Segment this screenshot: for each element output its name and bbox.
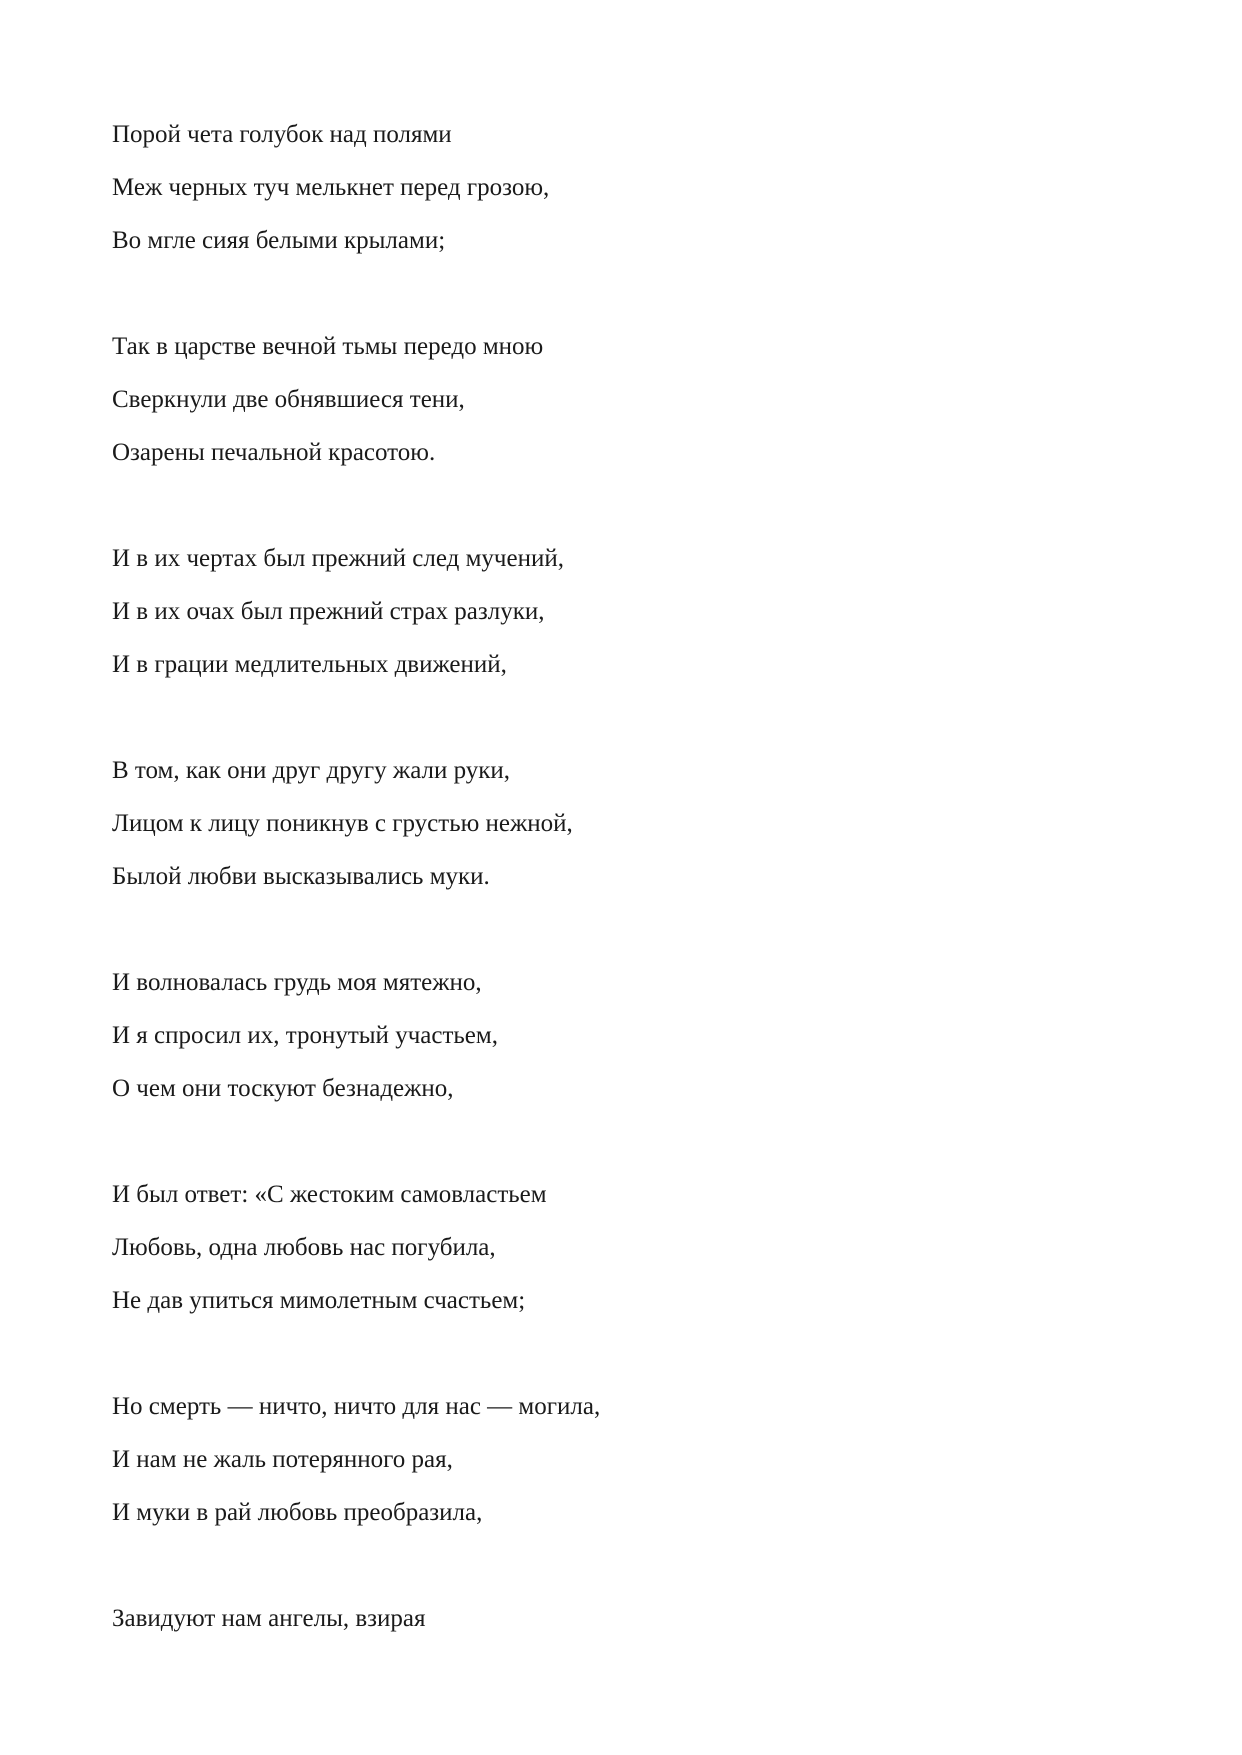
poem-line: Не дав упиться мимолетным счастьем; [112,1287,526,1314]
poem-line: И я спросил их, тронутый участьем, [112,1022,498,1049]
poem-text [112,108,1112,1698]
poem-line: И волновалась грудь моя мятежно, [112,969,482,996]
poem-line: Лицом к лицу поникнув с грустью нежной, [112,810,573,837]
stanza-4 [112,744,1112,903]
poem-line: Сверкнули две обнявшиеся тени, [112,386,465,413]
stanza-3 [112,532,1112,691]
poem-line: Завидуют нам ангелы, взирая [112,1605,426,1632]
poem-line: Любовь, одна любовь нас погубила, [112,1234,496,1261]
poem-line: Озарены печальной красотою. [112,439,436,466]
poem-line: И был ответ: «С жестоким самовластьем [112,1181,547,1208]
stanza-5 [112,956,1112,1115]
poem-line: И нам не жаль потерянного рая, [112,1446,453,1473]
poem-line: В том, как они друг другу жали руки, [112,757,511,784]
stanza-6 [112,1168,1112,1327]
poem-line: И в их очах был прежний страх разлуки, [112,598,545,625]
poem-line: О чем они тоскуют безнадежно, [112,1075,454,1102]
poem-line: Во мгле сияя белыми крылами; [112,227,446,254]
poem-line: И в их чертах был прежний след мучений, [112,545,564,572]
poem-line: И в грации медлительных движений, [112,651,507,678]
poem-line: Так в царстве вечной тьмы передо мною [112,333,544,360]
poem-line: Но смерть — ничто, ничто для нас — могила, [112,1393,601,1420]
stanza-1 [112,108,1112,267]
poem-line: Меж черных туч мелькнет перед грозою, [112,174,550,201]
poem-line: Порой чета голубок над полями [112,121,452,148]
stanza-8 [112,1592,1112,1645]
stanza-7 [112,1380,1112,1539]
poem-line: И муки в рай любовь преобразила, [112,1499,483,1526]
stanza-2 [112,320,1112,479]
poem-line: Былой любви высказывались муки. [112,863,490,890]
